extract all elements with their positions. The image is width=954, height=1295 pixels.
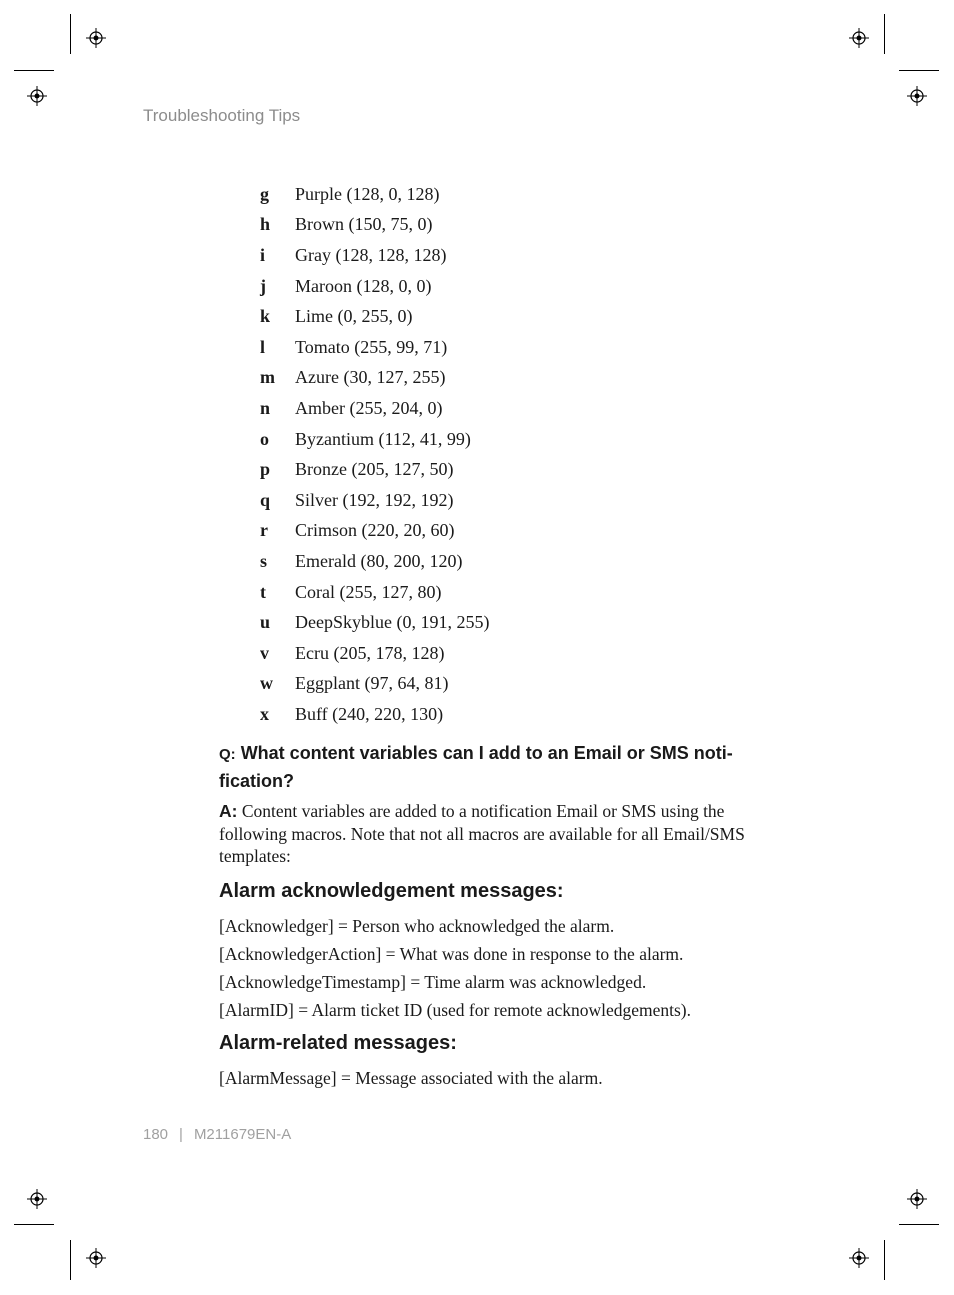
registration-mark-icon (27, 86, 47, 106)
registration-mark-icon (27, 1189, 47, 1209)
item-text: Bronze (205, 127, 50) (295, 459, 454, 480)
registration-mark-icon (86, 1248, 106, 1268)
item-text: Silver (192, 192, 192) (295, 489, 454, 510)
item-letter: w (260, 673, 273, 694)
item-letter: k (260, 306, 271, 327)
list-item (260, 179, 489, 210)
crop-mark (899, 1224, 939, 1225)
page-number: 180 (143, 1126, 169, 1143)
item-text: Maroon (128, 0, 0) (295, 275, 432, 296)
list-item (260, 577, 489, 608)
list-item (260, 363, 489, 394)
list-item (260, 607, 489, 638)
list-item (260, 546, 489, 577)
macro-item: [AcknowledgeTimestamp] = Time alarm was acknowledged. (219, 971, 647, 992)
item-text: Lime (0, 255, 0) (295, 306, 413, 327)
item-text: Emerald (80, 200, 120) (295, 550, 463, 571)
answer-prefix: A: (219, 801, 238, 821)
list-item (260, 516, 489, 547)
main-content (219, 740, 779, 1098)
crop-mark (884, 1240, 885, 1280)
question-text: What content variables can I add to an Email or SMS noti-fication? (219, 743, 733, 791)
section-heading: Alarm-related messages: (219, 1031, 457, 1054)
registration-mark-icon (907, 86, 927, 106)
list-item (260, 669, 489, 700)
list-item (260, 454, 489, 485)
crop-mark (14, 70, 54, 71)
item-letter: x (260, 703, 269, 724)
item-letter: h (260, 214, 271, 235)
list-item (260, 301, 489, 332)
list-item (260, 485, 489, 516)
registration-mark-icon (907, 1189, 927, 1209)
macro-item: [Acknowledger] = Person who acknowledged the alarm. (219, 915, 615, 936)
item-text: Gray (128, 128, 128) (295, 244, 447, 265)
registration-mark-icon (86, 28, 106, 48)
running-header: Troubleshooting Tips (143, 106, 301, 125)
item-letter: m (260, 367, 275, 388)
section-heading: Alarm acknowledgement messages: (219, 879, 564, 902)
answer-text: Content variables are added to a notification Email or SMS using the following macros. Note that not all macros are available for all Email/SMS templates: (219, 801, 745, 866)
item-text: Azure (30, 127, 255) (295, 367, 446, 388)
question-prefix: Q: (219, 746, 236, 763)
list-item (260, 210, 489, 241)
item-letter: s (260, 550, 268, 571)
item-letter: j (260, 275, 266, 296)
list-item (260, 699, 489, 730)
macro-item: [AlarmMessage] = Message associated with the alarm. (219, 1067, 603, 1088)
list-item (260, 424, 489, 455)
item-text: Ecru (205, 178, 128) (295, 642, 445, 663)
item-text: Byzantium (112, 41, 99) (295, 428, 471, 449)
item-letter: v (260, 642, 269, 663)
item-letter: q (260, 489, 271, 510)
item-letter: n (260, 397, 271, 418)
item-text: Buff (240, 220, 130) (295, 703, 444, 724)
item-letter: o (260, 428, 269, 449)
item-letter: r (260, 520, 268, 541)
item-letter: t (260, 581, 266, 602)
crop-mark (70, 1240, 71, 1280)
document-code: M211679EN-A (193, 1126, 292, 1143)
macro-list (219, 1064, 779, 1092)
crop-mark (899, 70, 939, 71)
item-text: Eggplant (97, 64, 81) (295, 673, 449, 694)
faq-question (219, 740, 779, 794)
item-letter: i (260, 244, 266, 265)
crop-mark (70, 14, 71, 54)
item-text: Crimson (220, 20, 60) (295, 520, 455, 541)
item-letter: l (260, 336, 266, 357)
faq-answer (219, 800, 779, 868)
list-item (260, 332, 489, 363)
list-item (260, 638, 489, 669)
footer-separator: | (179, 1126, 183, 1143)
item-text: DeepSkyblue (0, 191, 255) (295, 612, 490, 633)
macro-item: [AlarmID] = Alarm ticket ID (used for remote acknowledgements). (219, 999, 691, 1020)
color-list (260, 179, 489, 730)
macro-list (219, 912, 779, 1024)
item-text: Tomato (255, 99, 71) (295, 336, 448, 357)
item-text: Amber (255, 204, 0) (295, 397, 443, 418)
item-text: Coral (255, 127, 80) (295, 581, 442, 602)
item-letter: p (260, 459, 271, 480)
item-text: Purple (128, 0, 128) (295, 183, 440, 204)
item-letter: u (260, 612, 271, 633)
list-item (260, 393, 489, 424)
crop-mark (884, 14, 885, 54)
list-item (260, 271, 489, 302)
item-text: Brown (150, 75, 0) (295, 214, 433, 235)
list-item (260, 240, 489, 271)
registration-mark-icon (849, 1248, 869, 1268)
registration-mark-icon (849, 28, 869, 48)
macro-item: [AcknowledgerAction] = What was done in response to the alarm. (219, 943, 684, 964)
page-footer (143, 1126, 291, 1143)
item-letter: g (260, 183, 269, 204)
crop-mark (14, 1224, 54, 1225)
